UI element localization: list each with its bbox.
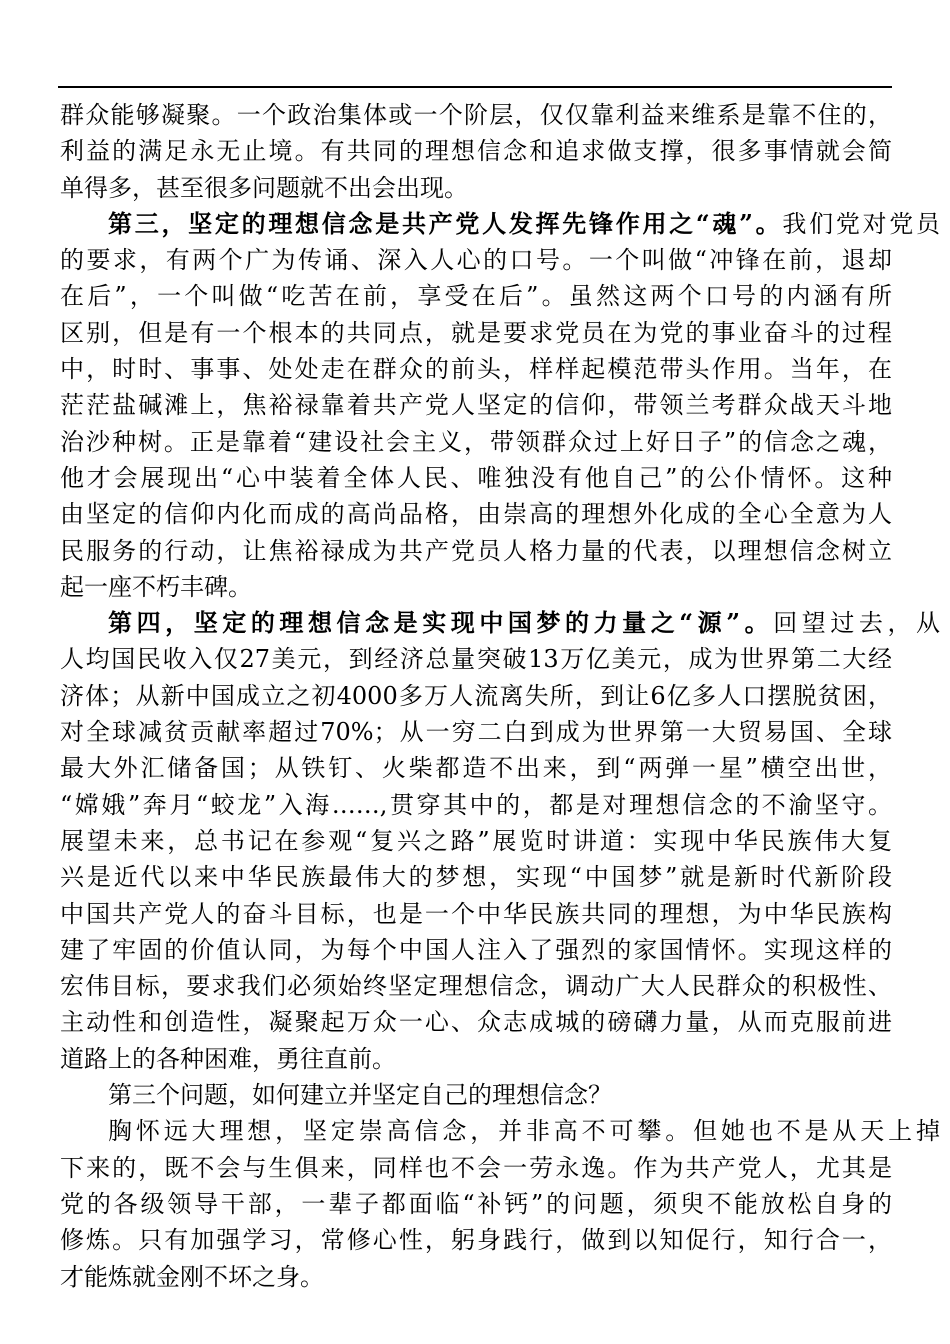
text-line — [60, 1077, 940, 1113]
text-line — [60, 351, 892, 387]
body-text: 的要求，有两个广为传诵、深入人心的口号。一个叫做“冲锋在前，退却 — [60, 246, 892, 275]
body-text: 回望过去，从 — [773, 609, 941, 638]
body-text: 单得多，甚至很多问题就不出会出现。 — [60, 173, 468, 202]
text-line — [60, 387, 892, 423]
text-line — [60, 787, 892, 823]
text-line — [60, 750, 892, 786]
text-line — [60, 315, 892, 351]
body-text: 建了牢固的价值认同，为每个中国人注入了强烈的家国情怀。实现这样的 — [60, 935, 892, 964]
text-line — [60, 533, 892, 569]
body-text: 济体；从新中国成立之初4000多万人流离失所，到让6亿多人口摆脱贫困， — [60, 681, 892, 710]
text-line — [60, 496, 892, 532]
body-text: 中国共产党人的奋斗目标，也是一个中华民族共同的理想，为中华民族构 — [60, 899, 892, 928]
text-line — [60, 242, 892, 278]
body-text: 人均国民收入仅27美元，到经济总量突破13万亿美元，成为世界第二大经 — [60, 645, 892, 674]
body-text: 我们党对党员 — [782, 209, 941, 238]
text-line — [60, 859, 892, 895]
body-text: “嫦娥”奔月“蛟龙”入海……,贯穿其中的，都是对理想信念的不渝坚守。 — [60, 790, 892, 819]
body-text: 第三个问题，如何建立并坚定自己的理想信念？ — [108, 1081, 612, 1110]
body-text: 下来的，既不会与生俱来，同样也不会一劳永逸。作为共产党人，尤其是 — [60, 1153, 892, 1182]
text-line — [60, 278, 892, 314]
document-body — [60, 97, 941, 1295]
body-text: 宏伟目标，要求我们必须始终坚定理想信念，调动广大人民群众的积极性、 — [60, 972, 892, 1001]
body-text: 中，时时、事事、处处走在群众的前头，样样起模范带头作用。当年，在 — [60, 355, 892, 384]
body-text: 他才会展现出“心中装着全体人民、唯独没有他自己”的公仆情怀。这种 — [60, 463, 892, 492]
body-text: 由坚定的信仰内化而成的高尚品格，由崇高的理想外化成的全心全意为人 — [60, 500, 892, 529]
body-text: 民服务的行动，让焦裕禄成为共产党员人格力量的代表，以理想信念树立 — [60, 536, 892, 565]
body-text: 兴是近代以来中华民族最伟大的梦想，实现“中国梦”就是新时代新阶段 — [60, 863, 892, 892]
text-line — [60, 823, 892, 859]
text-line — [60, 424, 892, 460]
text-line — [60, 460, 892, 496]
text-line — [60, 170, 892, 206]
body-text: 在后”，一个叫做“吃苦在前，享受在后”。虽然这两个口号的内涵有所 — [60, 282, 892, 311]
body-text: 起一座不朽丰碑。 — [60, 572, 252, 601]
body-text: 治沙种树。正是靠着“建设社会主义，带领群众过上好日子”的信念之魂， — [60, 427, 892, 456]
body-text: 修炼。只有加强学习，常修心性，躬身践行，做到以知促行，知行合一， — [60, 1226, 892, 1255]
text-line — [60, 1186, 892, 1222]
text-line — [60, 678, 892, 714]
header-rule — [58, 86, 892, 88]
text-line — [60, 605, 940, 641]
text-line — [60, 968, 892, 1004]
body-text: 茫茫盐碱滩上，焦裕禄靠着共产党人坚定的信仰，带领兰考群众战天斗地 — [60, 391, 892, 420]
body-text: 才能炼就金刚不坏之身。 — [60, 1262, 324, 1291]
text-line — [60, 1259, 892, 1295]
bold-heading-text: 第四，坚定的理想信念是实现中国梦的力量之“源”。 — [108, 608, 774, 638]
bold-heading-text: 第三，坚定的理想信念是共产党人发挥先锋作用之“魂”。 — [108, 208, 783, 238]
body-text: 胸怀远大理想，坚定崇高信念，并非高不可攀。但她也不是从天上掉 — [108, 1117, 940, 1146]
text-line — [60, 714, 892, 750]
body-text: 党的各级领导干部，一辈子都面临“补钙”的问题，须臾不能放松自身的 — [60, 1189, 892, 1218]
body-text: 道路上的各种困难，勇往直前。 — [60, 1044, 396, 1073]
text-line — [60, 569, 892, 605]
body-text: 对全球减贫贡献率超过70%；从一穷二白到成为世界第一大贸易国、全球 — [60, 718, 892, 747]
text-line — [60, 1041, 892, 1077]
body-text: 主动性和创造性，凝聚起万众一心、众志成城的磅礴力量，从而克服前进 — [60, 1008, 892, 1037]
text-line — [60, 1222, 892, 1258]
body-text: 群众能够凝聚。一个政治集体或一个阶层，仅仅靠利益来维系是靠不住的， — [60, 101, 892, 129]
text-line — [60, 1150, 892, 1186]
text-line — [60, 896, 892, 932]
body-text: 利益的满足永无止境。有共同的理想信念和追求做支撑，很多事情就会简 — [60, 137, 892, 166]
text-line — [60, 1113, 940, 1149]
body-text: 最大外汇储备国；从铁钉、火柴都造不出来，到“两弹一星”横空出世， — [60, 754, 892, 783]
body-text: 展望未来，总书记在参观“复兴之路”展览时讲道：实现中华民族伟大复 — [60, 826, 892, 855]
text-line — [60, 641, 892, 677]
body-text: 区别，但是有一个根本的共同点，就是要求党员在为党的事业奋斗的过程 — [60, 318, 892, 347]
text-line — [60, 97, 892, 133]
text-line — [60, 133, 892, 169]
text-line — [60, 206, 940, 242]
text-line — [60, 1004, 892, 1040]
text-line — [60, 932, 892, 968]
